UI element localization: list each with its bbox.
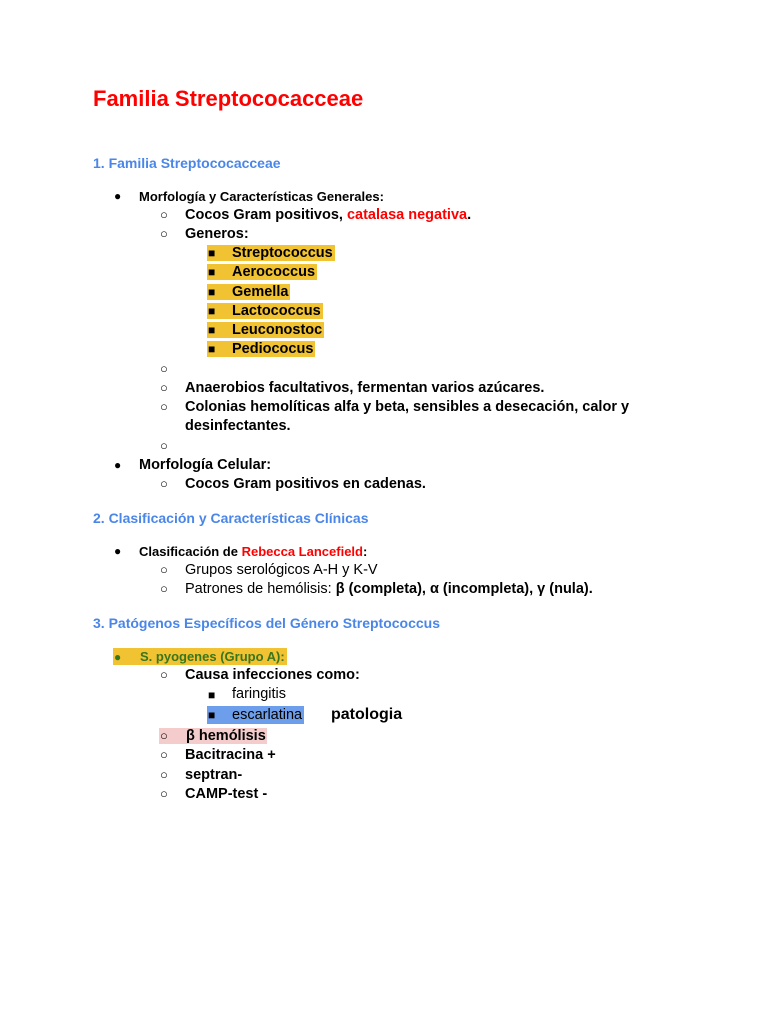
list-item-cocos xyxy=(185,207,471,223)
escarlatina-label: escarlatina xyxy=(232,707,303,723)
list-item-colonias-line2: desinfectantes. xyxy=(185,418,291,434)
bullet-square: ■ xyxy=(208,285,216,299)
bullet-circle-empty: ○ xyxy=(160,361,168,376)
list-item-cocos-cadenas: Cocos Gram positivos en cadenas. xyxy=(185,476,426,492)
list-item-faringitis: faringitis xyxy=(232,686,286,702)
bullet-circle: ○ xyxy=(160,562,168,577)
bullet-circle: ○ xyxy=(160,207,168,222)
genus-item xyxy=(207,245,335,261)
section-heading-2: 2. Clasificación y Características Clínicas xyxy=(93,510,369,526)
rebecca-lancefield-text: Rebecca Lancefield xyxy=(241,544,363,559)
bullet-disc: ● xyxy=(114,650,122,664)
bullet-square: ■ xyxy=(208,246,216,260)
cocos-text: Cocos Gram positivos, xyxy=(185,207,347,223)
bullet-square: ■ xyxy=(208,323,216,337)
list-item-morfologia-generales: Morfología y Características Generales: xyxy=(139,189,384,204)
genus-item xyxy=(207,341,315,357)
bullet-circle: ○ xyxy=(160,476,168,491)
patrones-values: β (completa), α (incompleta), γ (nula). xyxy=(335,581,593,597)
genus-label: Pediococus xyxy=(232,341,314,357)
bullet-disc: ● xyxy=(114,458,122,472)
list-item-generos: Generos: xyxy=(185,226,249,242)
genus-label: Gemella xyxy=(232,284,289,300)
bullet-disc: ● xyxy=(114,544,122,558)
genus-item xyxy=(207,264,317,280)
genus-label: Leuconostoc xyxy=(232,322,323,338)
genus-label: Streptococcus xyxy=(232,245,333,261)
list-item-morfologia-celular: Morfología Celular: xyxy=(139,457,272,473)
genus-item xyxy=(207,322,324,338)
bullet-circle: ○ xyxy=(160,728,168,743)
clasificacion-colon: : xyxy=(362,544,368,559)
bullet-circle: ○ xyxy=(160,786,168,801)
list-item-clasificacion xyxy=(139,544,367,559)
list-item-anaerobios: Anaerobios facultativos, fermentan varios azúcares. xyxy=(185,380,545,396)
patologia-text: patologia xyxy=(331,706,403,723)
bullet-circle: ○ xyxy=(160,581,168,596)
list-item-patrones xyxy=(185,581,593,597)
page-title: Familia Streptococacceae xyxy=(93,86,364,111)
catalasa-negativa-text: catalasa negativa xyxy=(346,207,468,223)
hemolisis-label: β hemólisis xyxy=(186,728,266,744)
genus-item xyxy=(207,284,290,300)
list-item-grupos: Grupos serológicos A-H y K-V xyxy=(185,562,378,578)
list-item-hemolisis xyxy=(159,728,267,744)
bullet-square: ■ xyxy=(208,304,216,318)
list-item-colonias-line1: Colonias hemolíticas alfa y beta, sensibles a desecación, calor y xyxy=(185,399,630,415)
section-heading-3: 3. Patógenos Específicos del Género Streptococcus xyxy=(93,615,440,631)
bullet-square: ■ xyxy=(208,342,216,356)
bullet-square: ■ xyxy=(208,265,216,279)
bullet-disc: ● xyxy=(114,189,122,203)
list-item-pyogenes xyxy=(113,648,287,665)
genus-label: Lactococcus xyxy=(232,303,321,319)
bullet-circle: ○ xyxy=(160,767,168,782)
bullet-circle: ○ xyxy=(160,747,168,762)
section-heading-1: 1. Familia Streptococacceae xyxy=(93,155,281,171)
list-item-bacitracina: Bacitracina + xyxy=(185,747,276,763)
list-item-causa: Causa infecciones como: xyxy=(185,667,360,683)
bullet-circle: ○ xyxy=(160,399,168,414)
list-item-septran: septran- xyxy=(185,767,243,783)
patrones-text: Patrones de hemólisis: xyxy=(185,581,336,597)
genus-label: Aerococcus xyxy=(232,264,316,280)
cocos-period: . xyxy=(467,207,472,223)
genus-item xyxy=(207,303,323,319)
list-item-camp: CAMP-test - xyxy=(185,786,268,802)
bullet-square: ■ xyxy=(208,688,216,702)
clasificacion-text: Clasificación de xyxy=(139,544,242,559)
bullet-square: ■ xyxy=(208,708,216,722)
bullet-circle: ○ xyxy=(160,667,168,682)
bullet-circle: ○ xyxy=(160,226,168,241)
pyogenes-label: S. pyogenes (Grupo A): xyxy=(140,649,285,664)
bullet-circle: ○ xyxy=(160,380,168,395)
list-item-escarlatina xyxy=(207,706,304,724)
bullet-circle-empty: ○ xyxy=(160,438,168,453)
